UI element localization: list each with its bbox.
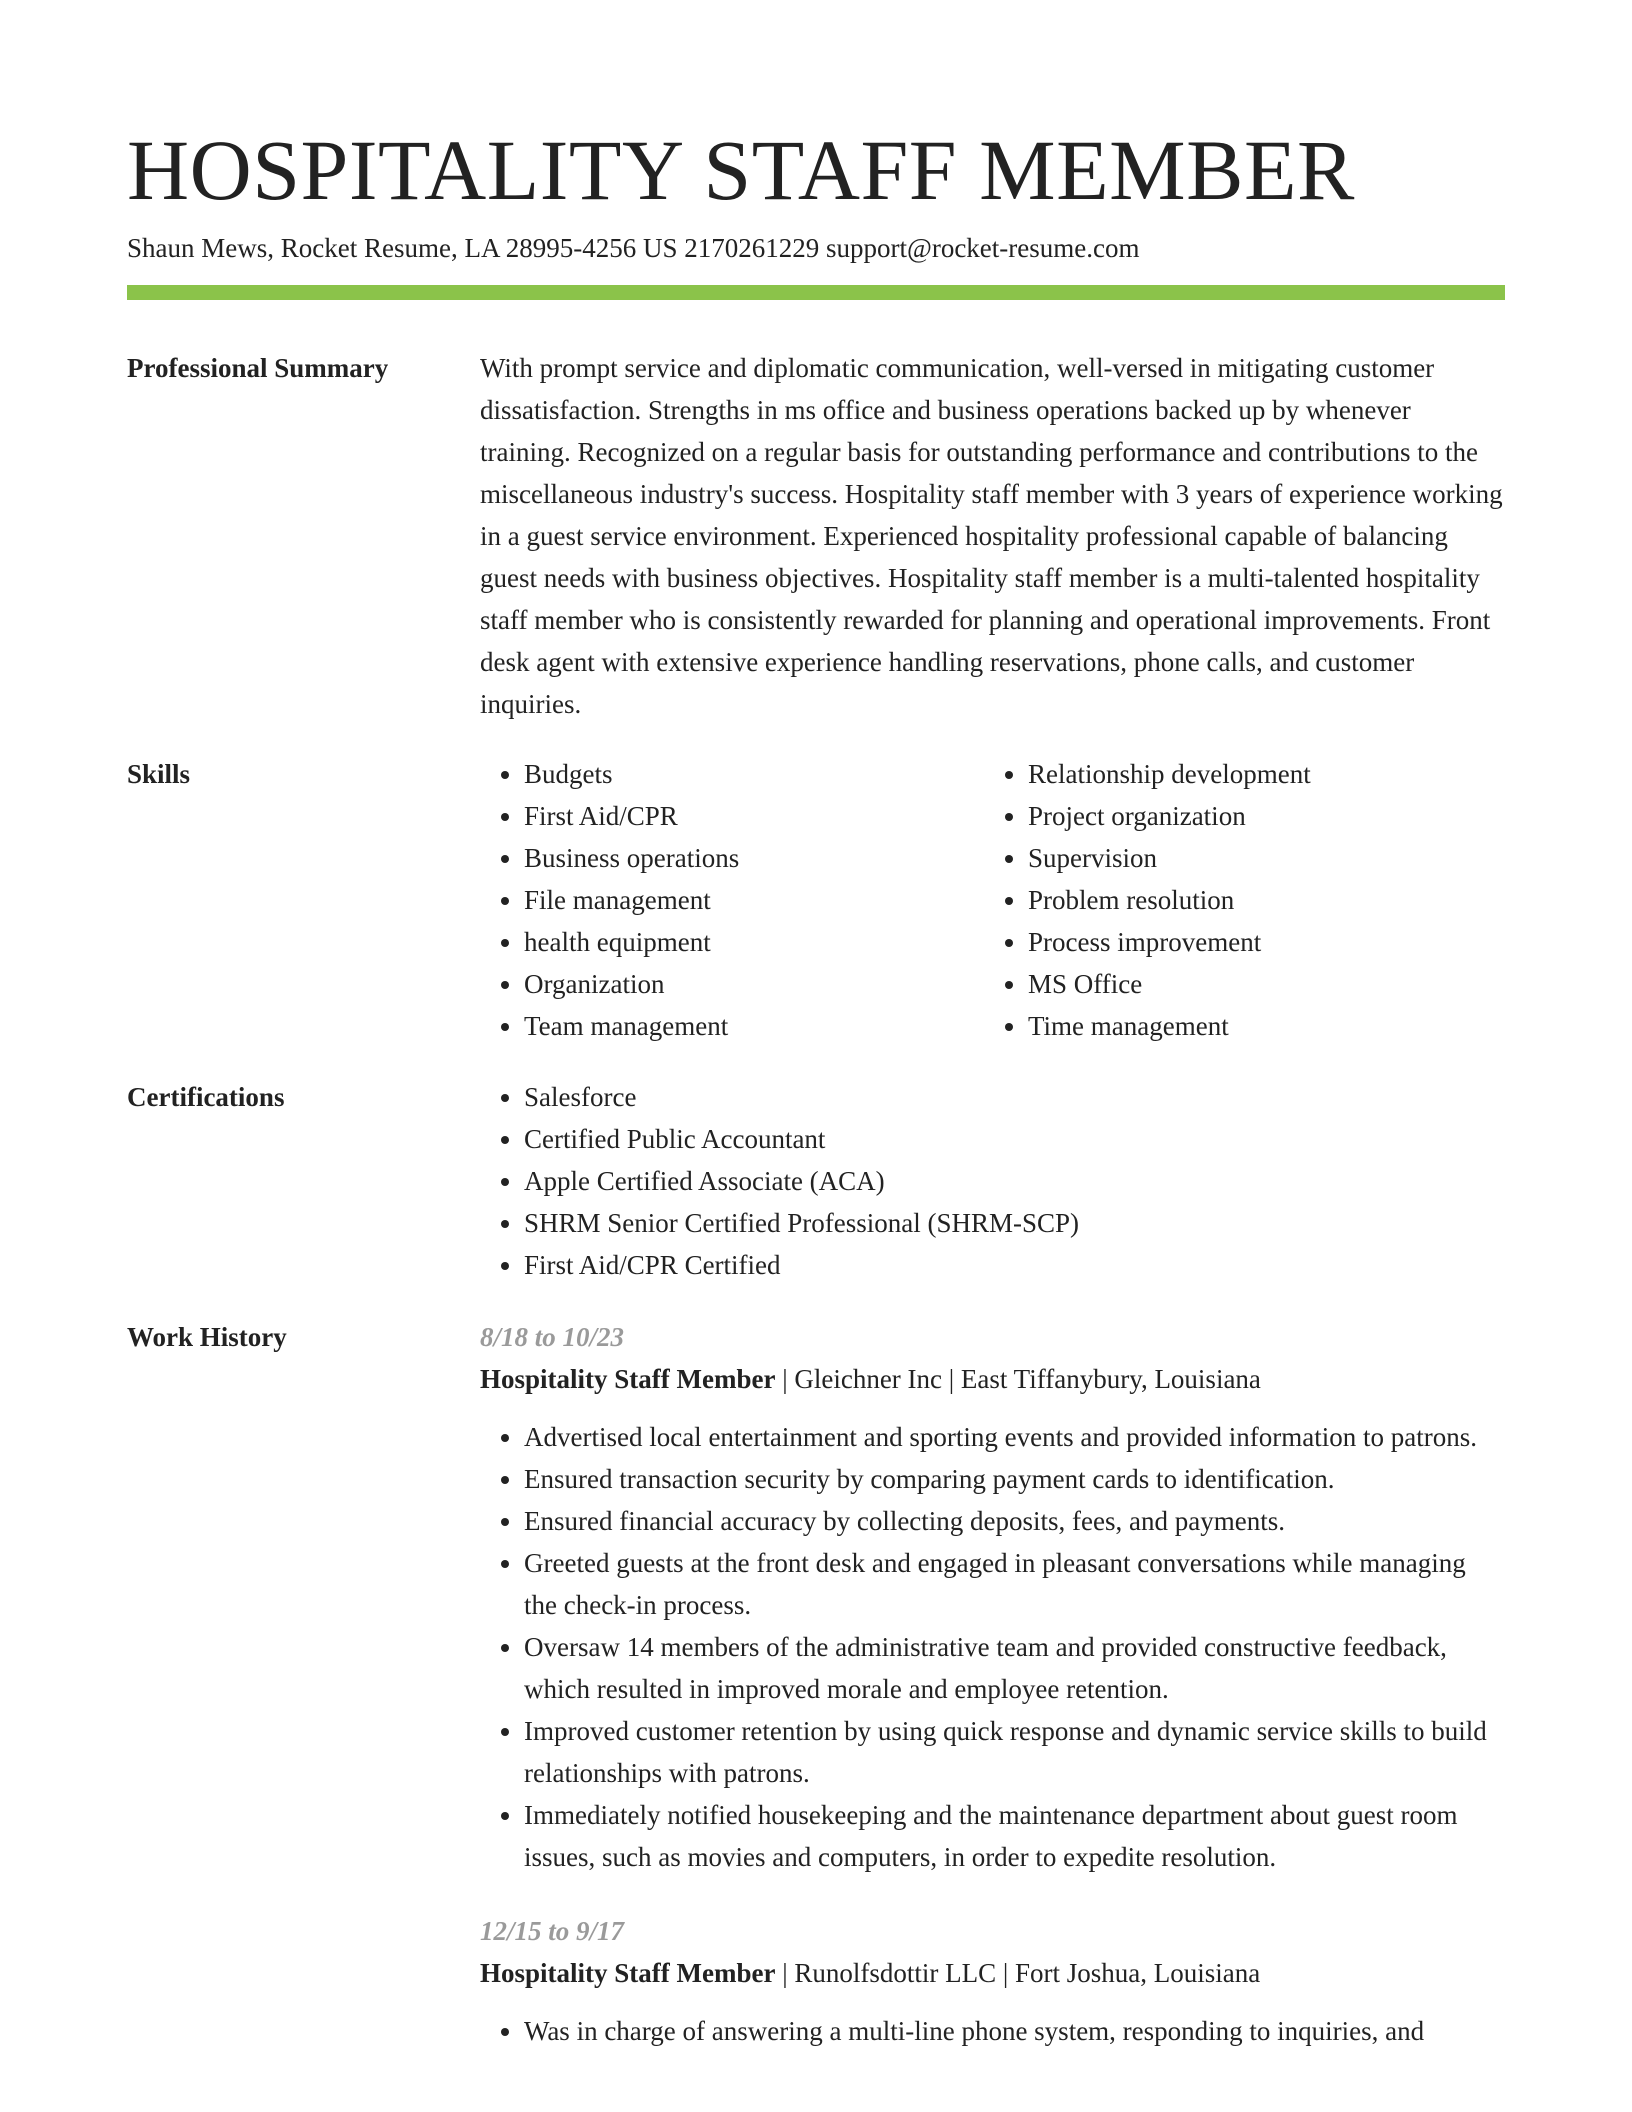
skill-item: • Time management xyxy=(1028,1005,1488,1047)
job-bullet: • Ensured transaction security by comparing payment cards to identification. xyxy=(524,1458,1505,1500)
job-heading xyxy=(480,1952,1505,1994)
work-history-heading: Work History xyxy=(127,1322,287,1352)
accent-divider xyxy=(127,285,1505,300)
skill-item: • File management xyxy=(524,879,984,921)
job-bullet: • Immediately notified housekeeping and the maintenance department about guest room issues, such as movies and computers, in order to expedite resolution. xyxy=(524,1794,1505,1878)
skills-column-right xyxy=(984,753,1488,1047)
job-details: | Gleichner Inc | East Tiffanybury, Louisiana xyxy=(775,1364,1261,1394)
certification-item: • First Aid/CPR Certified xyxy=(524,1244,1505,1286)
job-dates: 12/15 to 9/17 xyxy=(480,1916,625,1946)
skills-column-left xyxy=(480,753,984,1047)
job-details: | Runolfsdottir LLC | Fort Joshua, Louisiana xyxy=(775,1958,1261,1988)
job-entry xyxy=(480,1316,1505,1878)
skills-heading: Skills xyxy=(127,759,191,789)
skill-item: • First Aid/CPR xyxy=(524,795,984,837)
certification-item: • Certified Public Accountant xyxy=(524,1118,1505,1160)
job-bullet: • Was in charge of answering a multi-line phone system, responding to inquiries, and xyxy=(524,2010,1505,2052)
job-entry xyxy=(480,1910,1505,2052)
summary-heading: Professional Summary xyxy=(127,353,389,383)
job-bullet: • Oversaw 14 members of the administrative team and provided constructive feedback, which resulted in improved morale and employee retention. xyxy=(524,1626,1505,1710)
certifications-body xyxy=(480,1076,1505,1286)
skill-item: • MS Office xyxy=(1028,963,1488,1005)
job-heading xyxy=(480,1358,1505,1400)
job-bullet: • Ensured financial accuracy by collecting deposits, fees, and payments. xyxy=(524,1500,1505,1542)
job-dates: 8/18 to 10/23 xyxy=(480,1322,625,1352)
skill-item: • Relationship development xyxy=(1028,753,1488,795)
work-history-body xyxy=(480,1316,1505,2084)
skill-item: • health equipment xyxy=(524,921,984,963)
certifications-heading: Certifications xyxy=(127,1082,285,1112)
skill-item: • Process improvement xyxy=(1028,921,1488,963)
skill-item: • Business operations xyxy=(524,837,984,879)
skill-item: • Supervision xyxy=(1028,837,1488,879)
certification-item: • Apple Certified Associate (ACA) xyxy=(524,1160,1505,1202)
contact-line: Shaun Mews, Rocket Resume, LA 28995-4256 US 2170261229 support@rocket-resume.com xyxy=(127,233,1140,263)
resume-name: HOSPITALITY STAFF MEMBER xyxy=(127,122,1355,218)
job-title: Hospitality Staff Member xyxy=(480,1958,776,1988)
skill-item: • Budgets xyxy=(524,753,984,795)
summary-text: With prompt service and diplomatic communication, well-versed in mitigating customer dissatisfaction. Strengths in ms office and business operations backed up by whenever training. Recognized on a regular basis for outstanding performance and contributions to the miscellaneous industry's success. Hospitality staff member with 3 years of experience working in a guest service environment. Experienced hospitality professional capable of balancing guest needs with business objectives. Hospitality staff member is a multi-talented hospitality staff member who is consistently rewarded for planning and operational improvements. Front desk agent with extensive experience handling reservations, phone calls, and customer inquiries. xyxy=(480,353,1503,719)
skill-item: • Organization xyxy=(524,963,984,1005)
certification-item: • SHRM Senior Certified Professional (SHRM-SCP) xyxy=(524,1202,1505,1244)
summary-body xyxy=(480,347,1505,725)
skill-item: • Project organization xyxy=(1028,795,1488,837)
job-title: Hospitality Staff Member xyxy=(480,1364,776,1394)
skill-item: • Team management xyxy=(524,1005,984,1047)
certification-item: • Salesforce xyxy=(524,1076,1505,1118)
job-bullet: • Greeted guests at the front desk and engaged in pleasant conversations while managing the check-in process. xyxy=(524,1542,1505,1626)
job-bullet: • Improved customer retention by using quick response and dynamic service skills to build relationships with patrons. xyxy=(524,1710,1505,1794)
skills-body xyxy=(480,753,1505,1047)
job-bullet: • Advertised local entertainment and sporting events and provided information to patrons. xyxy=(524,1416,1505,1458)
skill-item: • Problem resolution xyxy=(1028,879,1488,921)
